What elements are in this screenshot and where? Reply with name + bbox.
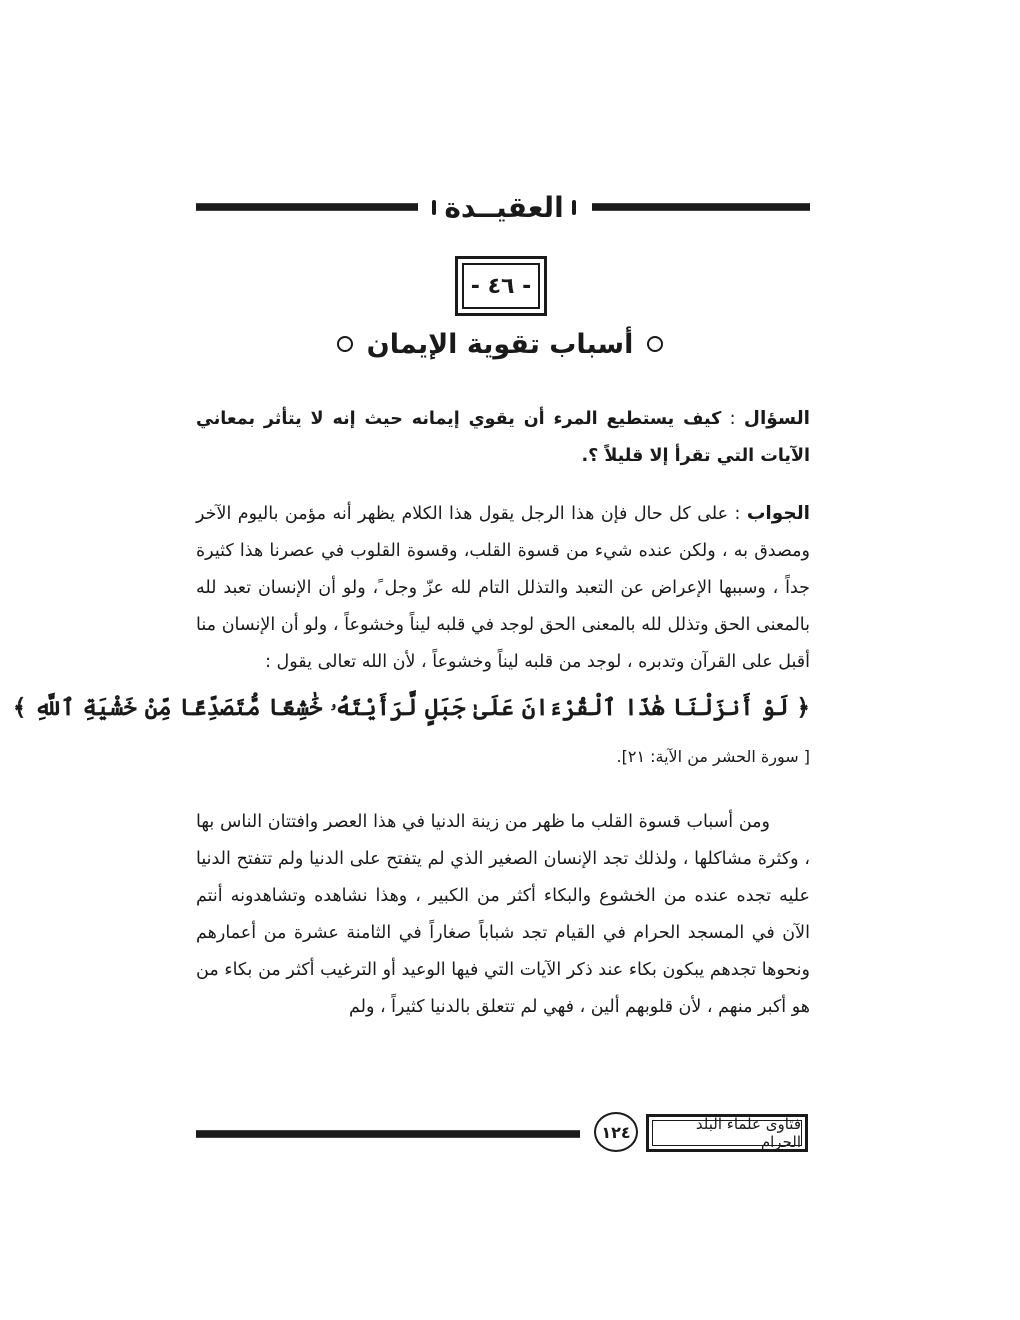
page-number: ١٢٤ [594, 1112, 638, 1152]
fatwa-number: - ٤٦ - [462, 263, 540, 309]
page-footer [196, 1110, 810, 1156]
book-title-box [646, 1114, 808, 1152]
quran-verse: ﴿ لَوْ أَنزَلْنَا هَٰذَا ٱلْقُرْءَانَ عَلَىٰ جَبَلٍ لَّرَأَيْتَهُۥ خَٰشِعًا مُّتَصَدِّعًا مِّنْ خَشْيَةِ ٱللَّهِ ﴾ [12, 694, 810, 721]
section-header [196, 190, 810, 224]
answer-block: الجواب : على كل حال فإن هذا الرجل يقول هذا الكلام يظهر أنه مؤمن باليوم الآخر ومصدق به ، ولكن عنده شيء من قسوة القلب، وقسوة القلوب في عصرنا هذا كثيرة جداً ، وسببها الإعراض عن التعبد والتذلل التام لله عزّ وجل ً، ولو أن الإنسان تعبد لله بالمعنى الحق وتذلل لله بالمعنى الحق لوجد في قلبه ليناً وخشوعاً ، ولو أن الإنسان منا أقبل على القرآن وتدبره ، لوجد من قلبه ليناً وخشوعاً ، لأن الله تعالى يقول : [196, 503, 810, 672]
answer-paragraph-1: على كل حال فإن هذا الرجل يقول هذا الكلام يظهر أنه مؤمن باليوم الآخر ومصدق به ، ولكن عنده شيء من قسوة القلب، وقسوة القلوب في عصرنا هذا كثيرة جداً ، وسببها الإعراض عن التعبد والتذلل التام لله عزّ وجل ً، ولو أن الإنسان تعبد لله بالمعنى الحق وتذلل لله بالمعنى الحق لوجد في قلبه ليناً وخشوعاً ، ولو أن الإنسان منا أقبل على القرآن وتدبره ، لوجد من قلبه ليناً وخشوعاً ، لأن الله تعالى يقول : [196, 504, 810, 672]
square-bullet-icon [572, 200, 576, 215]
question-label: السؤال [743, 408, 811, 429]
header-rule-left [196, 203, 418, 211]
question-text: كيف يستطيع المرء أن يقوي إيمانه حيث إنه لا يتأثر بمعاني الآيات التي تقرأ إلا قليلاً ؟. [196, 409, 810, 466]
question-block: السؤال : كيف يستطيع المرء أن يقوي إيمانه حيث إنه لا يتأثر بمعاني الآيات التي تقرأ إلا قليلاً ؟. [196, 408, 811, 466]
verse-reference: [ سورة الحشر من الآية: ٢١]. [616, 747, 810, 766]
book-title: فتاوى علماء البلد الحرام [652, 1120, 802, 1146]
footer-rule [196, 1130, 580, 1138]
answer-label: الجواب [746, 503, 810, 524]
fatwa-title-text: أسباب تقوية الإيمان [366, 328, 634, 360]
square-bullet-icon [432, 200, 436, 215]
circle-bullet-icon [337, 336, 353, 352]
section-title [434, 190, 574, 224]
circle-bullet-icon [647, 336, 663, 352]
fatwa-number-box [455, 256, 547, 316]
fatwa-title [330, 322, 670, 366]
header-rule-right [592, 203, 810, 211]
section-title-text: العقيــدة [444, 190, 564, 224]
answer-paragraph-2: ومن أسباب قسوة القلب ما ظهر من زينة الدنيا في هذا العصر وافتتان الناس بها ، وكثرة مشاكلها ، ولذلك تجد الإنسان الصغير الذي لم يتفتح على الدنيا ولم تتفتح الدنيا عليه تجده عنده من الخشوع والبكاء أكثر من الكبير ، وهذا نشاهده وتشاهدونه أنتم الآن في المسجد الحرام في القيام تجد شباباً صغاراً في الثامنة عشرة من أعمارهم ونحوها تجدهم يبكون بكاء عند ذكر الآيات التي فيها الوعيد أو الترغيب أكثر من بكاء من هو أكبر منهم ، لأن قلوبهم ألين ، فهي لم تتعلق بالدنيا كثيراً ، ولم [196, 812, 810, 1017]
